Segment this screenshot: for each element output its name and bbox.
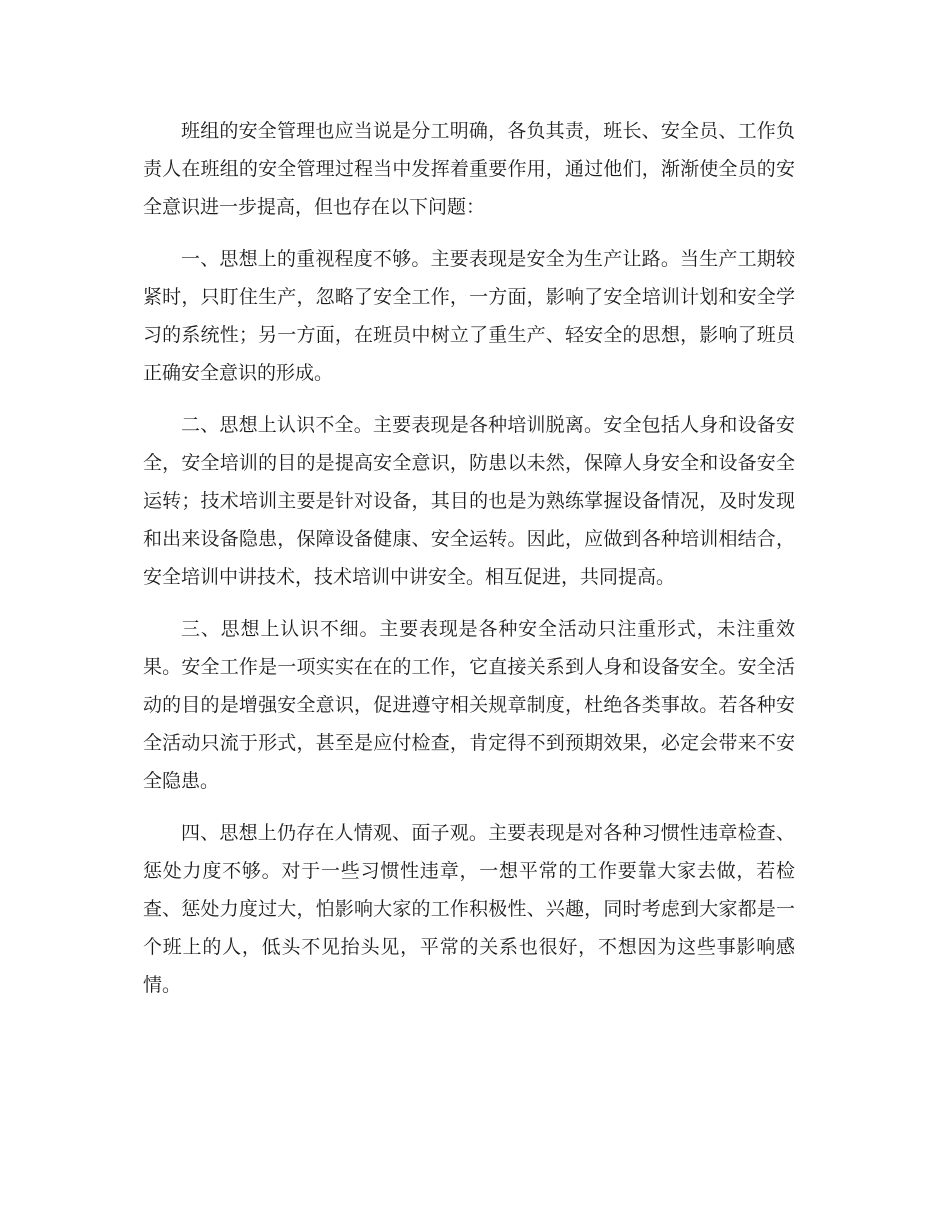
document-body xyxy=(143,112,795,1018)
paragraph-intro: 班组的安全管理也应当说是分工明确，各负其责，班长、安全员、工作负责人在班组的安全管理过程当中发挥着重要作用，通过他们，渐渐使全员的安全意识进一步提高，但也存在以下问题： xyxy=(143,120,795,218)
paragraph-issue-1: 一、思想上的重视程度不够。主要表现是安全为生产让路。当生产工期较紧时，只盯住生产，忽略了安全工作，一方面，影响了安全培训计划和安全学习的系统性；另一方面，在班员中树立了重生产、轻安全的思想，影响了班员正确安全意识的形成。 xyxy=(143,248,795,384)
paragraph-issue-4: 四、思想上仍存在人情观、面子观。主要表现是对各种习惯性违章检查、惩处力度不够。对于一些习惯性违章，一想平常的工作要靠大家去做，若检查、惩处力度过大，怕影响大家的工作积极性、兴趣，同时考虑到大家都是一个班上的人，低头不见抬头见，平常的关系也很好，不想因为这些事影响感情。 xyxy=(143,822,795,996)
paragraph-issue-2: 二、思想上认识不全。主要表现是各种培训脱离。安全包括人身和设备安全，安全培训的目的是提高安全意识，防患以未然，保障人身安全和设备安全运转；技术培训主要是针对设备，其目的也是为熟练掌握设备情况，及时发现和出来设备隐患，保障设备健康、安全运转。因此，应做到各种培训相结合，安全培训中讲技术，技术培训中讲安全。相互促进，共同提高。 xyxy=(143,414,795,588)
paragraph-issue-3: 三、思想上认识不细。主要表现是各种安全活动只注重形式，未注重效果。安全工作是一项实实在在的工作，它直接关系到人身和设备安全。安全活动的目的是增强安全意识，促进遵守相关规章制度，杜绝各类事故。若各种安全活动只流于形式，甚至是应付检查，肯定得不到预期效果，必定会带来不安全隐患。 xyxy=(143,618,795,792)
